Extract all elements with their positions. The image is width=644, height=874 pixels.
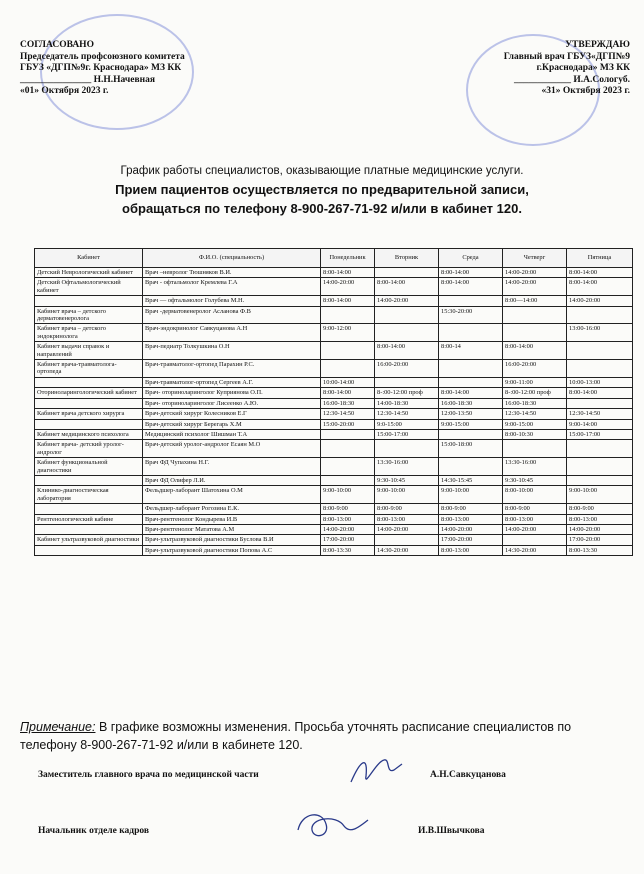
table-row (35, 475, 633, 485)
schedule-cell: 8:00-14:00 (321, 388, 375, 398)
schedule-cell: 9:00-15:00 (439, 419, 503, 429)
schedule-cell: 14:00-20:00 (503, 268, 567, 278)
agreed-line-2: ГБУЗ «ДГП№9г. Краснодара» МЗ КК (20, 63, 182, 73)
specialist-cell: Врач-травматолог-ортопед Парахин Р.С. (143, 360, 321, 378)
header-monday: Понедельник (321, 249, 375, 268)
schedule-cell (567, 360, 633, 378)
schedule-cell: 14:00-20:00 (321, 524, 375, 534)
specialist-cell: Врач- оториноларинголог Лисеенко А.Ю. (143, 398, 321, 408)
schedule-cell: 9:00-11:00 (503, 377, 567, 387)
schedule-cell: 9:00-15:00 (503, 419, 567, 429)
schedule-cell (567, 458, 633, 476)
specialist-cell: Врач-травматолог-ортопед Сергеев А.Г. (143, 377, 321, 387)
header-wednesday: Среда (439, 249, 503, 268)
schedule-cell (375, 306, 439, 324)
schedule-cell (321, 475, 375, 485)
cabinet-cell: Кабинет врача- детский уролог-андролог (35, 440, 143, 458)
schedule-cell: 17:00-20:00 (567, 535, 633, 545)
note-text: В графике возможны изменения. Просьба уточнять расписание специалистов по телефону 8-900-267-71-92 и/или в кабинете 120. (20, 720, 572, 752)
schedule-cell (503, 306, 567, 324)
schedule-cell: 9:00-14:00 (567, 419, 633, 429)
table-row (35, 504, 633, 514)
schedule-cell: 15:00-20:00 (321, 419, 375, 429)
schedule-cell: 16:00-20:00 (503, 360, 567, 378)
schedule-cell: 8:00—14:00 (503, 296, 567, 306)
cabinet-cell: Рентгенологический кабине (35, 514, 143, 524)
schedule-cell: 9:0-15:00 (375, 419, 439, 429)
schedule-cell: 8:00-14:00 (321, 296, 375, 306)
document-title (20, 162, 624, 218)
schedule-cell: 9:00-10:00 (375, 486, 439, 504)
table-row (35, 398, 633, 408)
schedule-cell: 16:00-18:30 (439, 398, 503, 408)
schedule-cell: 8:00-14:00 (439, 268, 503, 278)
title-line-3: обращаться по телефону 8-900-267-71-92 и/или в кабинет 120. (122, 201, 522, 216)
approve-heading: УТВЕРЖДАЮ (565, 40, 630, 50)
cabinet-cell: Клинико-диагностическая лаборатория (35, 486, 143, 504)
schedule-cell: 16:00-18:30 (321, 398, 375, 408)
agreed-date: «01» Октября 2023 г. (20, 86, 109, 96)
schedule-cell: 14:30-20:00 (375, 545, 439, 555)
schedule-cell (321, 342, 375, 360)
schedule-cell: 8:00-14:00 (375, 342, 439, 360)
table-row (35, 324, 633, 342)
schedule-cell (321, 458, 375, 476)
specialist-cell: Врач –невролог Тюшняков В.И. (143, 268, 321, 278)
schedule-table (34, 248, 633, 556)
schedule-cell: 8:00-13:00 (567, 514, 633, 524)
hr-title: Начальник отделе кадров (38, 826, 150, 836)
schedule-cell: 8:00-9:00 (375, 504, 439, 514)
deputy-signature (346, 754, 406, 788)
specialist-cell: Врач ФД Чупахина Н.Г. (143, 458, 321, 476)
schedule-cell: 13:30-16:00 (503, 458, 567, 476)
cabinet-cell: Кабинет врача – детского дерматовенеролога (35, 306, 143, 324)
table-row (35, 440, 633, 458)
schedule-cell (503, 440, 567, 458)
schedule-cell (375, 535, 439, 545)
table-row (35, 306, 633, 324)
schedule-cell: 9:00-10:00 (321, 486, 375, 504)
schedule-cell (375, 324, 439, 342)
schedule-cell: 8:00-13:30 (567, 545, 633, 555)
schedule-cell: 14:00-20:00 (439, 524, 503, 534)
specialist-cell: Врач-ультразвуковой диагностики Буслова В.И (143, 535, 321, 545)
header-name: Ф.И.О. (специальность) (143, 249, 321, 268)
table-row (35, 419, 633, 429)
schedule-cell: 15:00-17:00 (375, 429, 439, 439)
hr-signature (292, 806, 372, 846)
cabinet-cell (35, 419, 143, 429)
table-row (35, 514, 633, 524)
schedule-cell (321, 306, 375, 324)
schedule-cell: 17:00-20:00 (439, 535, 503, 545)
schedule-cell: 14:00-20:00 (375, 296, 439, 306)
schedule-cell: 14:00-20:00 (503, 278, 567, 296)
specialist-cell: Врач- оториноларинголог Куприянова О.П. (143, 388, 321, 398)
schedule-cell (321, 440, 375, 458)
schedule-cell: 8-:00-12:00 проф (503, 388, 567, 398)
schedule-cell: 8:00-9:00 (321, 504, 375, 514)
table-row (35, 409, 633, 419)
note (20, 718, 624, 754)
specialist-cell: Фельдшер-лаборант Рогозина Е.К. (143, 504, 321, 514)
schedule-cell: 12:30-14:50 (375, 409, 439, 419)
schedule-cell: 8:00-14:00 (439, 278, 503, 296)
schedule-cell: 8:00-13:00 (439, 514, 503, 524)
schedule-cell (567, 342, 633, 360)
agreed-line-1: Председатель профсоюзного комитета (20, 51, 185, 62)
cabinet-cell: Кабинет врача-травматолога-ортопеда (35, 360, 143, 378)
cabinet-cell (35, 296, 143, 306)
cabinet-cell: Кабинет функциональной диагностики (35, 458, 143, 476)
cabinet-cell: Кабинет врача детского хирурга (35, 409, 143, 419)
schedule-cell (321, 429, 375, 439)
schedule-cell (439, 324, 503, 342)
schedule-cell: 8:00-14:00 (321, 268, 375, 278)
schedule-cell: 8:00-13:00 (321, 514, 375, 524)
specialist-cell: Врач ФД Олифер Л.И. (143, 475, 321, 485)
approval-block-right (410, 40, 630, 98)
schedule-cell (439, 429, 503, 439)
cabinet-cell: Кабинет ультразвуковой диагностики (35, 535, 143, 545)
schedule-cell: 12:30-14:50 (503, 409, 567, 419)
table-header-row (35, 249, 633, 268)
schedule-cell: 10:00-13:00 (567, 377, 633, 387)
schedule-cell (567, 440, 633, 458)
table-row (35, 458, 633, 476)
specialist-cell: Врач-эндокринолог Савкуцанова А.Н (143, 324, 321, 342)
header-cabinet: Кабинет (35, 249, 143, 268)
schedule-cell: 8:00-13:30 (321, 545, 375, 555)
schedule-body (35, 268, 633, 556)
schedule-cell (375, 377, 439, 387)
schedule-cell (375, 440, 439, 458)
table-row (35, 296, 633, 306)
cabinet-cell: Оториноларингологический кабинет (35, 388, 143, 398)
schedule-cell (321, 360, 375, 378)
schedule-cell: 8:00-9:00 (567, 504, 633, 514)
schedule-cell: 8:00-10:30 (503, 429, 567, 439)
table-row (35, 342, 633, 360)
schedule-cell (439, 296, 503, 306)
schedule-cell: 9:30-10:45 (503, 475, 567, 485)
schedule-cell: 8-:00-12:00 проф (375, 388, 439, 398)
approve-line-2: г.Краснодара» МЗ КК (536, 63, 630, 73)
title-line-1: График работы специалистов, оказывающие платные медицинские услуги. (120, 165, 524, 177)
schedule-cell (567, 306, 633, 324)
cabinet-cell (35, 504, 143, 514)
schedule-cell: 15:00-18:00 (439, 440, 503, 458)
schedule-cell: 9:00-10:00 (439, 486, 503, 504)
table-row (35, 545, 633, 555)
specialist-cell: Врач - офтальмолог Кремлева Г.А (143, 278, 321, 296)
schedule-cell: 10:00-14:00 (321, 377, 375, 387)
agreed-line-3: _______________ Н.Н.Начевная (20, 74, 155, 85)
header-tuesday: Вторник (375, 249, 439, 268)
table-row (35, 268, 633, 278)
table-row (35, 377, 633, 387)
agreed-heading: СОГЛАСОВАНО (20, 40, 94, 50)
note-label: Примечание: (20, 720, 96, 734)
schedule-cell: 14:00-20:00 (321, 278, 375, 296)
table-row (35, 360, 633, 378)
schedule-cell: 8:00-14:00 (567, 278, 633, 296)
schedule-cell: 8:00-14:00 (503, 342, 567, 360)
cabinet-cell: Кабинет выдачи справок и направлений (35, 342, 143, 360)
schedule-cell (439, 360, 503, 378)
schedule-cell: 14:00-20:00 (567, 524, 633, 534)
header-thursday: Четверг (503, 249, 567, 268)
schedule-cell (439, 458, 503, 476)
cabinet-cell (35, 524, 143, 534)
schedule-cell: 16:00-20:00 (375, 360, 439, 378)
schedule-cell: 9:30-10:45 (375, 475, 439, 485)
schedule-cell (567, 398, 633, 408)
schedule-cell: 8:00-13:00 (503, 514, 567, 524)
schedule-cell (503, 324, 567, 342)
cabinet-cell: Детский Офтальмологический кабинет (35, 278, 143, 296)
schedule-cell: 12:30-14:50 (321, 409, 375, 419)
schedule-cell: 14:00-20:00 (567, 296, 633, 306)
title-line-2: Прием пациентов осуществляется по предварительной записи, (115, 182, 529, 197)
schedule-cell: 13:30-16:00 (375, 458, 439, 476)
schedule-cell: 8:00-10:00 (503, 486, 567, 504)
schedule-cell: 9:00-10:00 (567, 486, 633, 504)
deputy-title: Заместитель главного врача по медицинской части (38, 770, 259, 780)
hr-name: И.В.Швычкова (418, 826, 485, 836)
table-row (35, 535, 633, 545)
specialist-cell: Врач-ультразвуковой диагностики Попова А.С (143, 545, 321, 555)
schedule-cell: 8:00-14:00 (567, 268, 633, 278)
schedule-cell: 14:00-20:00 (503, 524, 567, 534)
schedule-cell (439, 377, 503, 387)
schedule-cell (503, 535, 567, 545)
specialist-cell: Врач — офтальмолог Голубева М.Н. (143, 296, 321, 306)
schedule-cell: 12:30-14:50 (567, 409, 633, 419)
specialist-cell: Врач-детский хирург Колесников Е.Г (143, 409, 321, 419)
deputy-name: А.Н.Савкуцанова (430, 770, 506, 780)
schedule-cell: 14:00-18:30 (375, 398, 439, 408)
schedule-cell: 12:00-13:50 (439, 409, 503, 419)
specialist-cell: Врач-педиатр Толкушкина О.Н (143, 342, 321, 360)
specialist-cell: Врач-рентгенолог Мататова А.М (143, 524, 321, 534)
schedule-cell: 15:30-20:00 (439, 306, 503, 324)
cabinet-cell: Кабинет врача – детского эндокринолога (35, 324, 143, 342)
schedule-cell (375, 268, 439, 278)
cabinet-cell (35, 398, 143, 408)
cabinet-cell (35, 475, 143, 485)
specialist-cell: Медицинский психолог Шишман Т.А (143, 429, 321, 439)
cabinet-cell (35, 377, 143, 387)
schedule-cell: 17:00-20:00 (321, 535, 375, 545)
schedule-cell: 8:00-14:00 (439, 388, 503, 398)
schedule-cell: 8:00-14:00 (375, 278, 439, 296)
cabinet-cell (35, 545, 143, 555)
approval-block-left (20, 40, 270, 98)
specialist-cell: Врач -дерматовенеролог Асланова Ф.В (143, 306, 321, 324)
schedule-cell: 15:00-17:00 (567, 429, 633, 439)
schedule-cell: 8:00-13:00 (439, 545, 503, 555)
schedule-cell: 13:00-16:00 (567, 324, 633, 342)
approve-date: «31» Октября 2023 г. (541, 86, 630, 96)
cabinet-cell: Детский Неврологический кабинет (35, 268, 143, 278)
cabinet-cell: Кабинет медицинского психолога (35, 429, 143, 439)
specialist-cell: Врач-детский хирург Берегарь Х.М (143, 419, 321, 429)
schedule-cell: 14:30-20:00 (503, 545, 567, 555)
table-row (35, 524, 633, 534)
specialist-cell: Врач-детский уролог-андролог Есаян М.О (143, 440, 321, 458)
schedule-cell: 8:00-13:00 (375, 514, 439, 524)
table-row (35, 278, 633, 296)
table-row (35, 486, 633, 504)
header-friday: Пятница (567, 249, 633, 268)
approve-line-3: ____________ И.А.Сологуб. (513, 74, 630, 85)
schedule-cell: 8:00-9:00 (503, 504, 567, 514)
specialist-cell: Фельдшер-лаборант Шатохина О.М (143, 486, 321, 504)
table-row (35, 429, 633, 439)
schedule-cell: 9:00-12:00 (321, 324, 375, 342)
schedule-cell (567, 475, 633, 485)
schedule-cell: 8:00-14 (439, 342, 503, 360)
specialist-cell: Врач-рентгенолог Кондырева И.В (143, 514, 321, 524)
schedule-cell: 14:30-15:45 (439, 475, 503, 485)
schedule-cell: 14:00-20:00 (375, 524, 439, 534)
table-row (35, 388, 633, 398)
schedule-cell: 8:00-14:00 (567, 388, 633, 398)
schedule-cell: 16:00-18:30 (503, 398, 567, 408)
approve-line-1: Главный врач ГБУЗ«ДГП№9 (503, 51, 630, 62)
schedule-cell: 8:00-9:00 (439, 504, 503, 514)
